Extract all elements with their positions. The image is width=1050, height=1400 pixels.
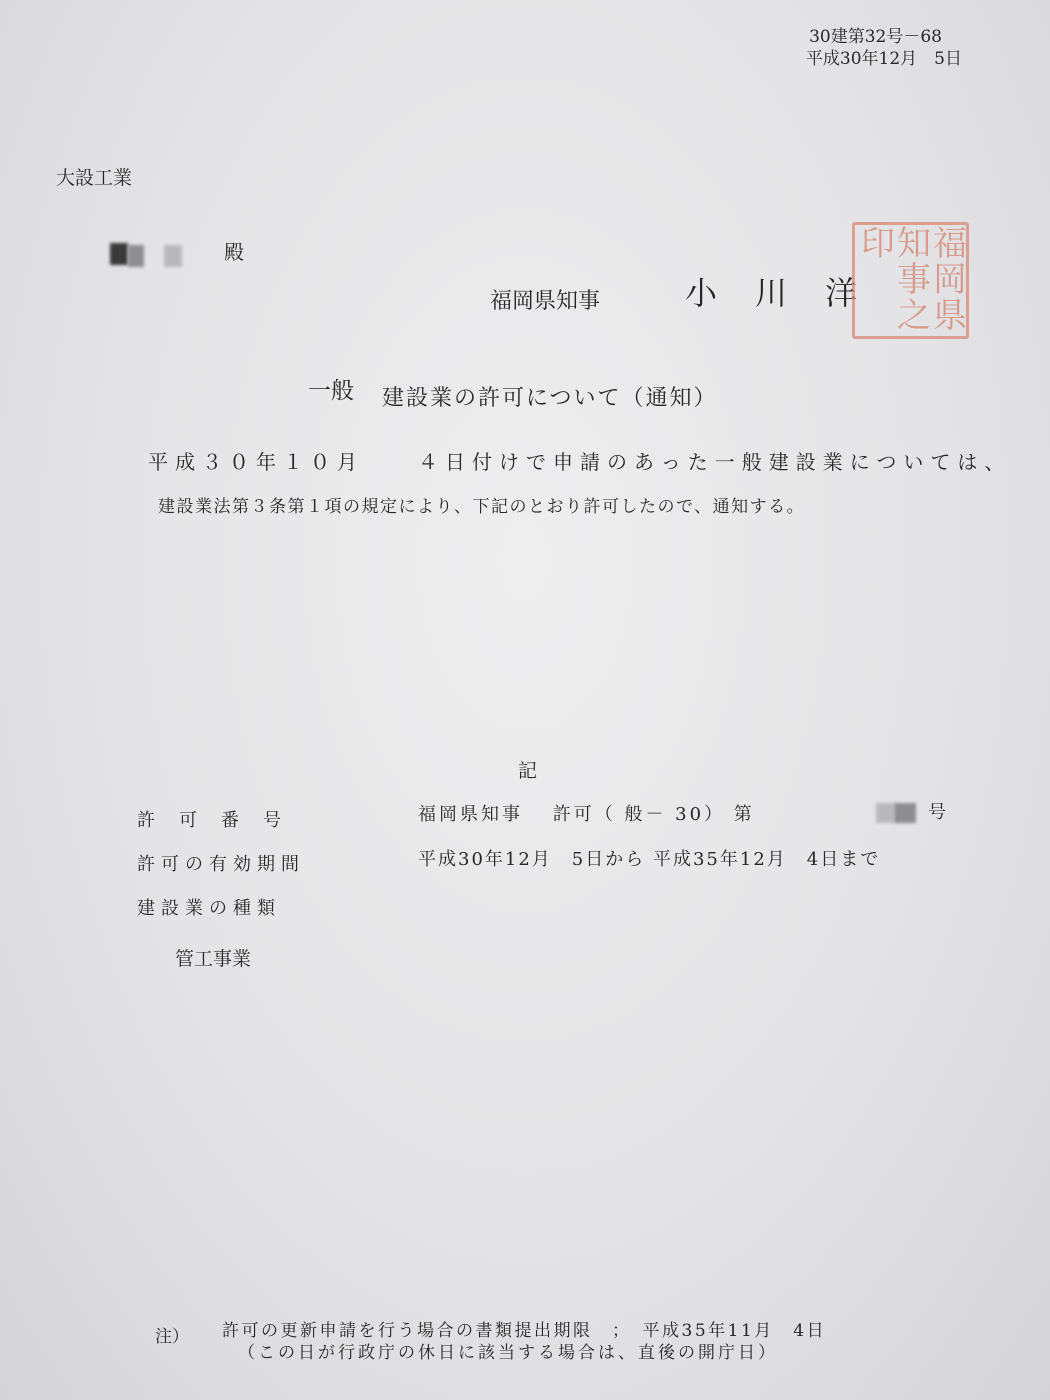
reference-number: 30建第32号－68	[809, 27, 942, 47]
official-seal-text: 福岡県知事之印	[854, 225, 967, 333]
document-title: 建設業の許可について（通知）	[382, 386, 718, 411]
permit-type: 一般	[308, 378, 354, 404]
permit-number-label: 許可番号	[137, 810, 305, 831]
official-seal	[852, 222, 969, 339]
note-mark: 記	[518, 760, 538, 782]
redacted-permit-number-part-1	[876, 803, 894, 823]
redacted-recipient-name-part-3	[164, 245, 182, 267]
recipient-company: 大設工業	[56, 167, 133, 189]
body-text-line-1: 平成３０年１０月 ４日付けで申請のあった一般建設業については、	[148, 450, 1012, 474]
validity-period-value: 平成30年12月 5日から 平成35年12月 4日まで	[418, 849, 881, 870]
validity-period-label: 許可の有効期間	[137, 854, 305, 875]
issuer-name: 小川洋	[685, 274, 896, 312]
footnote-line-1: 許可の更新申請を行う場合の書類提出期限 ； 平成35年11月 4日	[222, 1321, 827, 1341]
honorific: 殿	[224, 240, 244, 264]
footnote-line-2: （この日が行政庁の休日に該当する場合は、直後の開庁日）	[238, 1343, 778, 1363]
footnote-mark: 注）	[155, 1327, 189, 1347]
body-text-line-2: 建設業法第３条第１項の規定により、下記のとおり許可したので、通知する。	[158, 497, 806, 517]
issuer-title: 福岡県知事	[490, 289, 601, 314]
redacted-recipient-name-part-1	[110, 243, 128, 265]
issue-date: 平成30年12月 5日	[805, 49, 962, 69]
business-type-label: 建設業の種類	[137, 898, 281, 919]
business-type-value: 管工事業	[175, 948, 252, 970]
permit-number-value: 福岡県知事 許可（ 般－ 30） 第	[418, 804, 755, 825]
redacted-recipient-name-part-2	[128, 245, 144, 267]
permit-number-suffix: 号	[928, 802, 946, 823]
redacted-permit-number-part-2	[894, 803, 916, 823]
